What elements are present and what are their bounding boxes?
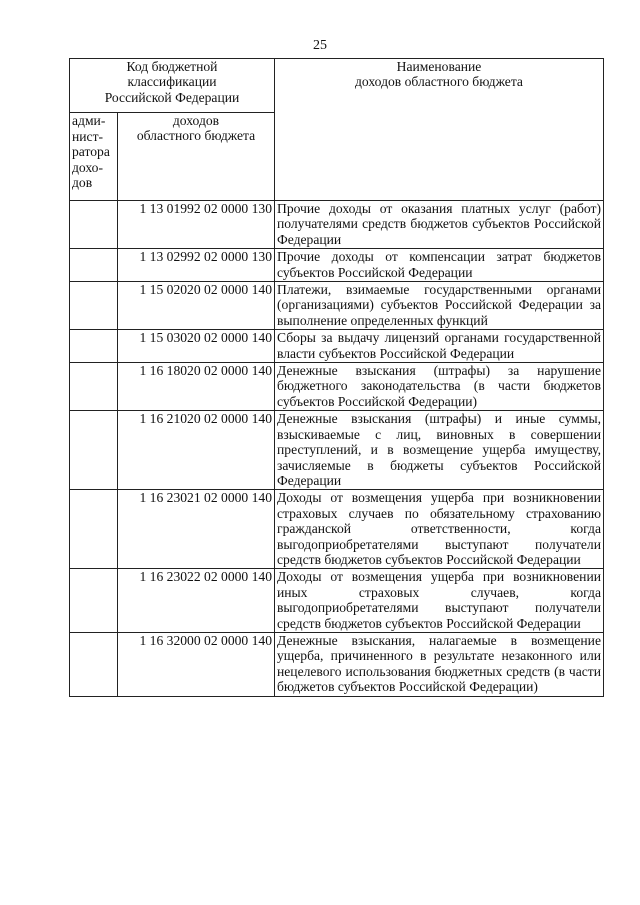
income-code-cell: 1 15 02020 02 0000 140 xyxy=(118,282,275,330)
administrator-header-line: адми- xyxy=(72,113,106,128)
income-name-cell: Прочие доходы от оказания платных услуг (работ) получателями средств бюджетов субъектов Российской Федерации xyxy=(275,201,604,249)
income-code-cell: 1 16 32000 02 0000 140 xyxy=(118,632,275,696)
budget-code-group-header-line: Российской Федерации xyxy=(104,89,240,105)
table-row xyxy=(70,282,604,330)
income-code-cell: 1 16 21020 02 0000 140 xyxy=(118,411,275,490)
income-name-cell: Денежные взыскания, налагаемые в возмещение ущерба, причиненного в результате незаконного или нецелевого использования бюджетных средств (в части бюджетов субъектов Российской Федерации) xyxy=(275,632,604,696)
administrator-code-cell xyxy=(70,330,118,363)
budget-classification-table xyxy=(69,58,604,697)
administrator-code-cell xyxy=(70,201,118,249)
table-row xyxy=(70,330,604,363)
income-code-cell: 1 15 03020 02 0000 140 xyxy=(118,330,275,363)
administrator-code-cell xyxy=(70,249,118,282)
table-row xyxy=(70,201,604,249)
table-row xyxy=(70,363,604,411)
income-name-cell: Сборы за выдачу лицензий органами государственной власти субъектов Российской Федерации xyxy=(275,330,604,363)
budget-code-group-header-line: Код бюджетной xyxy=(126,59,218,74)
administrator-header-line: нист- xyxy=(72,128,104,144)
administrator-header-line: дохо- xyxy=(72,159,103,175)
income-code-cell: 1 13 02992 02 0000 130 xyxy=(118,249,275,282)
page-number: 25 xyxy=(313,38,327,53)
budget-code-group-header xyxy=(70,59,275,113)
administrator-code-cell xyxy=(70,490,118,569)
administrator-code-cell xyxy=(70,282,118,330)
income-name-cell: Денежные взыскания (штрафы) за нарушение бюджетного законодательства (в части бюджетов субъектов Российской Федерации) xyxy=(275,363,604,411)
income-name-cell: Прочие доходы от компенсации затрат бюджетов субъектов Российской Федерации xyxy=(275,249,604,282)
regional-income-code-header-line: доходов xyxy=(172,113,220,128)
income-name-cell: Доходы от возмещения ущерба при возникновении страховых случаев по обязательному страхованию гражданской ответственности, когда выгодоприобретателями выступают получатели средств бюджетов субъектов Российской Федерации xyxy=(275,490,604,569)
income-code-cell: 1 16 18020 02 0000 140 xyxy=(118,363,275,411)
income-code-cell: 1 16 23021 02 0000 140 xyxy=(118,490,275,569)
income-code-cell: 1 13 01992 02 0000 130 xyxy=(118,201,275,249)
table-row xyxy=(70,569,604,633)
administrator-header xyxy=(70,113,118,201)
administrator-code-cell xyxy=(70,569,118,633)
administrator-header-line: дов xyxy=(72,175,93,191)
regional-income-code-header-line: областного бюджета xyxy=(136,128,256,144)
table-row xyxy=(70,411,604,490)
table-row xyxy=(70,249,604,282)
administrator-code-cell xyxy=(70,632,118,696)
table-header-row xyxy=(70,59,604,113)
income-name-header-line: Наименование xyxy=(396,59,482,74)
table-row xyxy=(70,632,604,696)
budget-code-group-header-line: классификации xyxy=(127,74,217,90)
income-name-header xyxy=(275,59,604,201)
administrator-header-line: ратора xyxy=(72,144,110,160)
income-code-cell: 1 16 23022 02 0000 140 xyxy=(118,569,275,633)
income-name-header-line: доходов областного бюджета xyxy=(355,74,523,90)
regional-income-code-header xyxy=(118,113,275,201)
income-name-cell: Денежные взыскания (штрафы) и иные суммы, взыскиваемые с лиц, виновных в совершении преступлений, и в возмещение ущерба имуществу, зачисляемые в бюджеты субъектов Российской Федерации xyxy=(275,411,604,490)
income-name-cell: Доходы от возмещения ущерба при возникновении иных страховых случаев, когда выгодоприобретателями выступают получатели средств бюджетов субъектов Российской Федерации xyxy=(275,569,604,633)
income-name-cell: Платежи, взимаемые государственными органами (организациями) субъектов Российской Федерации за выполнение определенных функций xyxy=(275,282,604,330)
administrator-code-cell xyxy=(70,411,118,490)
table-row xyxy=(70,490,604,569)
administrator-code-cell xyxy=(70,363,118,411)
